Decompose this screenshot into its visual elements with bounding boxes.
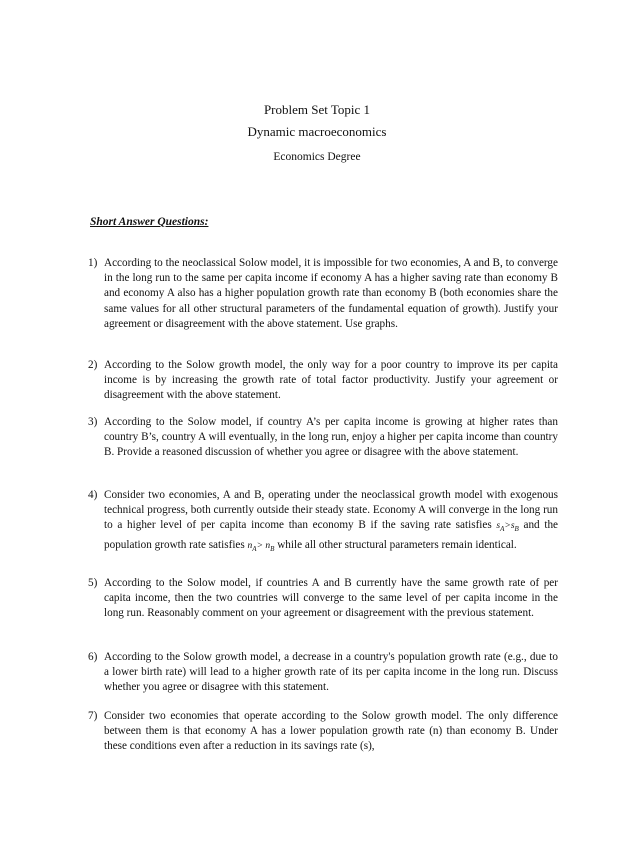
question-text-middle: and the population growth rate satisfies	[104, 519, 559, 551]
question-number: 6)	[88, 651, 98, 663]
course-subtitle: Dynamic macroeconomics	[247, 124, 387, 139]
saving-rate-condition: $s_A>s_B$	[496, 521, 519, 534]
question-2	[88, 358, 558, 404]
question-1	[88, 256, 558, 332]
question-text: According to the neoclassical Solow model, it is impossible for two economies, A and B, to converge in the long run to the same per capita income if economy A has a higher saving rate than economy B and economy A also has a higher population growth rate than economy B (both economies share the same values for all other structural parameters of the fundamental equation of growth). Justify your agreement or disagreement with the above statement. Use graphs.	[104, 257, 558, 330]
degree-label: Economics Degree	[273, 151, 361, 163]
question-text-end: while all other structural parameters remain identical.	[277, 538, 517, 551]
question-number: 7)	[88, 710, 98, 722]
population-growth-condition: $n_A> n_B$	[247, 540, 275, 553]
question-number: 5)	[88, 577, 98, 589]
question-number: 1)	[88, 257, 98, 269]
question-text: According to the Solow model, if country A’s per capita income is growing at higher rates than country B’s, country A will eventually, in the long run, enjoy a higher per capita income than country B. Provide a reasoned discussion of whether you agree or disagree with the above statement.	[104, 416, 558, 459]
section-heading: Short Answer Questions:	[90, 216, 209, 228]
question-text: According to the Solow model, if countries A and B currently have the same growth rate of per capita income, then the two countries will converge to the same level of per capita income in the long run. Reasonably comment on your agreement or disagreement with the previous statement.	[104, 577, 558, 620]
question-text: Consider two economies that operate according to the Solow growth model. The only difference between them is that economy A has a lower population growth rate (n) than economy B. Under these conditions even after a reduction in its savings rate (s),	[104, 710, 558, 753]
question-number: 3)	[88, 416, 98, 428]
question-text: According to the Solow growth model, a decrease in a country's population growth rate (e.g., due to a lower birth rate) will lead to a higher growth rate of its per capita income in the long run. Discuss whether you agree or disagree with this statement.	[104, 651, 558, 694]
question-3	[88, 415, 558, 461]
question-5	[88, 576, 558, 622]
question-text: Consider two economies, A and B, operating under the neoclassical growth model with exogenous technical progress, both currently outside their steady state. Economy A will converge in the long run to a higher level of per capita income than economy B if the saving rate satisfies	[104, 489, 558, 532]
problem-set-title: Problem Set Topic 1	[263, 102, 371, 117]
question-4	[88, 488, 558, 557]
question-number: 2)	[88, 359, 98, 371]
question-number: 4)	[88, 489, 98, 501]
question-text: According to the Solow growth model, the only way for a poor country to improve its per capita income is by increasing the growth rate of total factor productivity. Justify your agreement or disagreement with the above statement.	[104, 359, 558, 402]
question-7	[88, 709, 558, 755]
question-6	[88, 650, 558, 696]
